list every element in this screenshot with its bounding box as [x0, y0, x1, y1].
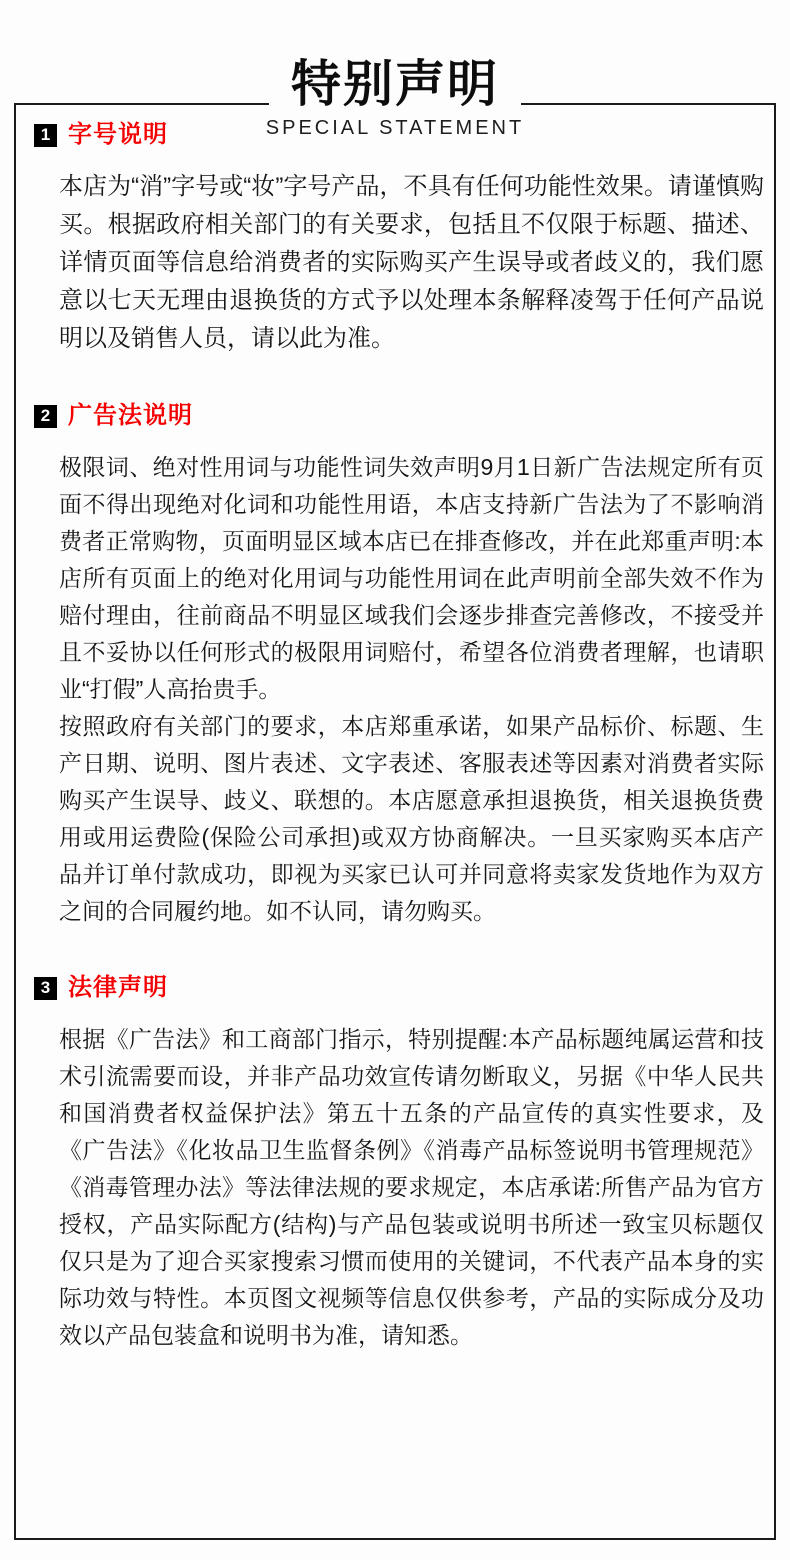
- section-heading: 字号说明: [68, 121, 168, 148]
- section-heading: 广告法说明: [68, 402, 193, 429]
- section-body: [59, 1021, 764, 1354]
- section-number-badge: 1: [34, 124, 57, 147]
- paragraph: 极限词、绝对性用词与功能性词失效声明9月1日新广告法规定所有页面不得出现绝对化词和功能性用语，本店支持新广告法为了不影响消费者正常购物，页面明显区域本店已在排查修改，并在此郑重声明:本店所有页面上的绝对化用词与功能性用词在此声明前全部失效不作为赔付理由，往前商品不明显区域我们会逐步排查完善修改，不接受并且不妥协以任何形式的极限用词赔付，希望各位消费者理解，也请职业“打假”人高抬贵手。: [59, 454, 764, 702]
- paragraph: 按照政府有关部门的要求，本店郑重承诺，如果产品标价、标题、生产日期、说明、图片表述、文字表述、客服表述等因素对消费者实际购买产生误导、歧义、联想的。本店愿意承担退换货，相关退换货费用或用运费险(保险公司承担)或双方协商解决。一旦买家购买本店产品并订单付款成功，即视为买家已认可并同意将卖家发货地作为双方之间的合同履约地。如不认同，请勿购买。: [59, 713, 764, 924]
- page-subtitle: SPECIAL STATEMENT: [265, 117, 525, 139]
- section-number-badge: 2: [34, 405, 57, 428]
- section-font-size-notice: [0, 123, 790, 358]
- section-heading-row: [34, 976, 790, 1000]
- section-legal-notice: [0, 976, 790, 1354]
- page-title: 特别声明: [269, 52, 521, 116]
- paragraph: 本店为“消”字号或“妆”字号产品，不具有任何功能性效果。请谨慎购买。根据政府相关部门的有关要求，包括且不仅限于标题、描述、详情页面等信息给消费者的实际购买产生误导或者歧义的，我们愿意以七天无理由退换货的方式予以处理本条解释凌驾于任何产品说明以及销售人员，请以此为准。: [59, 173, 764, 352]
- section-ad-law-notice: [0, 404, 790, 930]
- section-body: [59, 168, 764, 358]
- section-body: [59, 449, 764, 930]
- statement-header: [0, 52, 790, 140]
- section-number-badge: 3: [34, 977, 57, 1000]
- section-heading-row: [34, 404, 790, 428]
- section-heading: 法律声明: [68, 974, 168, 1001]
- paragraph: 根据《广告法》和工商部门指示，特别提醒:本产品标题纯属运营和技术引流需要而设，并非产品功效宣传请勿断取义，另据《中华人民共和国消费者权益保护法》第五十五条的产品宣传的真实性要求，及《广告法》《化妆品卫生监督条例》《消毒产品标签说明书管理规范》《消毒管理办法》等法律法规的要求规定，本店承诺:所售产品为官方授权，产品实际配方(结构)与产品包装或说明书所述一致宝贝标题仅仅只是为了迎合买家搜索习惯而使用的关键词，不代表产品本身的实际功效与特性。本页图文视频等信息仅供参考，产品的实际成分及功效以产品包装盒和说明书为准，请知悉。: [59, 1026, 764, 1348]
